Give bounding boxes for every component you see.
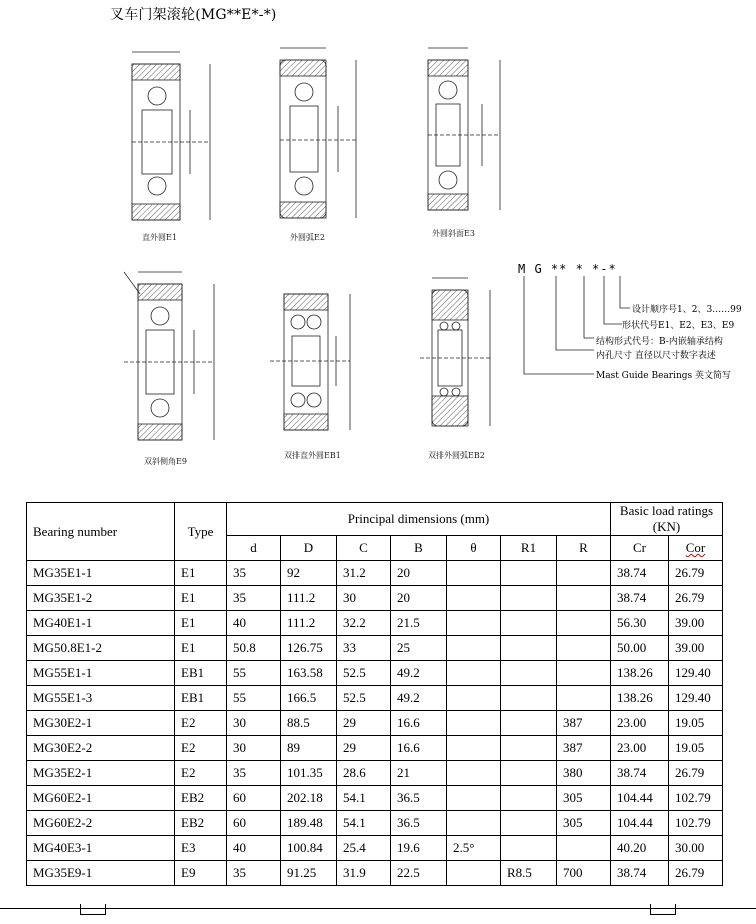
cell-C: 30 <box>337 586 391 611</box>
cell-theta <box>447 611 501 636</box>
cell-R: 305 <box>557 811 611 836</box>
cell-R: 380 <box>557 761 611 786</box>
cell-theta <box>447 786 501 811</box>
cell-Cor: 129.40 <box>669 661 723 686</box>
cell-Cor: 102.79 <box>669 786 723 811</box>
cell-R: 387 <box>557 736 611 761</box>
cell-d: 30 <box>227 736 281 761</box>
table-row <box>27 761 723 786</box>
header-load <box>611 503 723 536</box>
diagram-e1 <box>132 52 210 220</box>
header-Cor <box>669 536 723 561</box>
cell-D: 111.2 <box>281 611 337 636</box>
table-row <box>27 786 723 811</box>
cell-C: 52.5 <box>337 661 391 686</box>
diagram-e9 <box>124 272 214 440</box>
diagram-eb1 <box>270 294 350 430</box>
cell-type: EB2 <box>175 811 227 836</box>
cell-theta <box>447 661 501 686</box>
cell-D: 163.58 <box>281 661 337 686</box>
legend-line: Mast Guide Bearings 英文简写 <box>596 371 732 381</box>
cell-num: MG60E2-1 <box>27 786 175 811</box>
cell-type: EB2 <box>175 786 227 811</box>
cell-C: 29 <box>337 711 391 736</box>
header-Cr: Cr <box>611 536 669 561</box>
cell-R1 <box>501 836 557 861</box>
diagram-e2 <box>280 48 356 218</box>
cell-num: MG35E1-2 <box>27 586 175 611</box>
header-type: Type <box>175 503 227 561</box>
cell-num: MG50.8E1-2 <box>27 636 175 661</box>
cell-R1 <box>501 711 557 736</box>
cell-R1 <box>501 736 557 761</box>
cell-R <box>557 636 611 661</box>
cell-B: 25 <box>391 636 447 661</box>
header-C: C <box>337 536 391 561</box>
cell-Cor: 26.79 <box>669 561 723 586</box>
cell-C: 33 <box>337 636 391 661</box>
cell-B: 49.2 <box>391 661 447 686</box>
cell-theta <box>447 686 501 711</box>
cell-Cr: 38.74 <box>611 561 669 586</box>
cell-R1 <box>501 611 557 636</box>
cell-R1 <box>501 786 557 811</box>
cell-Cor: 19.05 <box>669 711 723 736</box>
cell-Cor: 26.79 <box>669 586 723 611</box>
cell-R1 <box>501 686 557 711</box>
caption-eb2: 双排外圆弧EB2 <box>428 451 485 460</box>
cell-Cr: 23.00 <box>611 711 669 736</box>
cell-C: 31.9 <box>337 861 391 886</box>
cell-type: EB1 <box>175 686 227 711</box>
cell-C: 54.1 <box>337 811 391 836</box>
header-bearing-number: Bearing number <box>27 503 175 561</box>
cell-d: 40 <box>227 836 281 861</box>
cell-type: E1 <box>175 611 227 636</box>
header-R: R <box>557 536 611 561</box>
cell-Cr: 38.74 <box>611 861 669 886</box>
cell-d: 35 <box>227 561 281 586</box>
cell-Cor: 26.79 <box>669 861 723 886</box>
cell-type: E2 <box>175 761 227 786</box>
cell-num: MG30E2-1 <box>27 711 175 736</box>
table-row <box>27 636 723 661</box>
cell-d: 60 <box>227 811 281 836</box>
cell-R1 <box>501 811 557 836</box>
cell-d: 30 <box>227 711 281 736</box>
cell-Cr: 104.44 <box>611 811 669 836</box>
legend-line: 内孔尺寸 直径以尺寸数字表述 <box>596 351 716 361</box>
cell-theta: 2.5° <box>447 836 501 861</box>
cell-num: MG35E9-1 <box>27 861 175 886</box>
cell-d: 40 <box>227 611 281 636</box>
cell-Cr: 23.00 <box>611 736 669 761</box>
page-bottom-rule <box>0 908 756 909</box>
cell-Cor: 26.79 <box>669 761 723 786</box>
cell-Cr: 138.26 <box>611 661 669 686</box>
cell-R: 305 <box>557 786 611 811</box>
cell-type: E1 <box>175 636 227 661</box>
cell-d: 35 <box>227 861 281 886</box>
table-row <box>27 661 723 686</box>
page-title: 叉车门架滚轮(MG**E*-*) <box>110 7 277 23</box>
cell-C: 32.2 <box>337 611 391 636</box>
header-Cor-text: Cor <box>685 540 706 555</box>
cell-R1 <box>501 761 557 786</box>
cell-num: MG55E1-3 <box>27 686 175 711</box>
cell-B: 49.2 <box>391 686 447 711</box>
cell-R <box>557 686 611 711</box>
cell-theta <box>447 761 501 786</box>
table-row <box>27 611 723 636</box>
table-body <box>27 561 723 886</box>
cell-C: 29 <box>337 736 391 761</box>
cell-Cor: 102.79 <box>669 811 723 836</box>
cell-Cor: 39.00 <box>669 636 723 661</box>
cell-Cr: 50.00 <box>611 636 669 661</box>
cell-D: 101.35 <box>281 761 337 786</box>
cell-type: E3 <box>175 836 227 861</box>
table-row <box>27 861 723 886</box>
cell-R1 <box>501 661 557 686</box>
cell-B: 21 <box>391 761 447 786</box>
cell-theta <box>447 586 501 611</box>
cell-theta <box>447 561 501 586</box>
cell-D: 91.25 <box>281 861 337 886</box>
table-row <box>27 736 723 761</box>
cell-type: E2 <box>175 736 227 761</box>
cell-Cor: 39.00 <box>669 611 723 636</box>
cell-R <box>557 836 611 861</box>
cell-R1 <box>501 636 557 661</box>
cell-B: 36.5 <box>391 786 447 811</box>
table-row <box>27 711 723 736</box>
cell-d: 35 <box>227 586 281 611</box>
cell-C: 31.2 <box>337 561 391 586</box>
cell-B: 16.6 <box>391 711 447 736</box>
cell-theta <box>447 861 501 886</box>
table-row <box>27 811 723 836</box>
cell-D: 111.2 <box>281 586 337 611</box>
cell-R1: R8.5 <box>501 861 557 886</box>
cell-C: 52.5 <box>337 686 391 711</box>
cell-Cor: 129.40 <box>669 686 723 711</box>
cell-d: 55 <box>227 661 281 686</box>
cell-R: 700 <box>557 861 611 886</box>
cell-theta <box>447 636 501 661</box>
header-theta: θ <box>447 536 501 561</box>
cell-D: 166.5 <box>281 686 337 711</box>
cell-D: 89 <box>281 736 337 761</box>
header-B: B <box>391 536 447 561</box>
cell-R <box>557 611 611 636</box>
cell-R1 <box>501 586 557 611</box>
legend-code: M G ** * *-* <box>518 262 617 276</box>
cell-num: MG55E1-1 <box>27 661 175 686</box>
cell-C: 25.4 <box>337 836 391 861</box>
cell-C: 28.6 <box>337 761 391 786</box>
cell-type: E1 <box>175 561 227 586</box>
cell-d: 50.8 <box>227 636 281 661</box>
header-D: D <box>281 536 337 561</box>
table-row <box>27 836 723 861</box>
caption-e9: 双斜侧角E9 <box>144 457 187 466</box>
cell-theta <box>447 811 501 836</box>
cell-D: 100.84 <box>281 836 337 861</box>
cell-d: 55 <box>227 686 281 711</box>
page-bottom-mark-right <box>650 904 676 915</box>
header-load-line1: Basic load ratings <box>619 503 714 518</box>
cell-num: MG40E1-1 <box>27 611 175 636</box>
diagram-eb2 <box>420 278 490 426</box>
header-row <box>27 503 723 536</box>
cell-Cr: 56.30 <box>611 611 669 636</box>
header-R1: R1 <box>501 536 557 561</box>
cell-R <box>557 586 611 611</box>
cell-R1 <box>501 561 557 586</box>
cell-Cr: 38.74 <box>611 761 669 786</box>
cell-type: E2 <box>175 711 227 736</box>
cell-num: MG35E1-1 <box>27 561 175 586</box>
cell-num: MG60E2-2 <box>27 811 175 836</box>
legend-line: 形状代号E1、E2、E3、E9 <box>622 321 735 331</box>
header-load-line2: (KN) <box>652 519 681 534</box>
cell-B: 21.5 <box>391 611 447 636</box>
cell-R <box>557 661 611 686</box>
cell-D: 189.48 <box>281 811 337 836</box>
cell-Cor: 30.00 <box>669 836 723 861</box>
cell-theta <box>447 711 501 736</box>
cell-num: MG40E3-1 <box>27 836 175 861</box>
cell-D: 126.75 <box>281 636 337 661</box>
caption-e2: 外圆弧E2 <box>290 233 325 242</box>
cell-B: 20 <box>391 586 447 611</box>
spec-table <box>26 502 723 886</box>
caption-eb1: 双排直外圆EB1 <box>284 451 341 460</box>
cell-type: E9 <box>175 861 227 886</box>
cell-C: 54.1 <box>337 786 391 811</box>
header-d: d <box>227 536 281 561</box>
cell-B: 22.5 <box>391 861 447 886</box>
caption-e3: 外圆斜面E3 <box>432 229 475 238</box>
cell-D: 88.5 <box>281 711 337 736</box>
cell-B: 36.5 <box>391 811 447 836</box>
cell-d: 60 <box>227 786 281 811</box>
cell-num: MG30E2-2 <box>27 736 175 761</box>
cell-R: 387 <box>557 711 611 736</box>
cell-Cor: 19.05 <box>669 736 723 761</box>
cell-Cr: 40.20 <box>611 836 669 861</box>
cell-Cr: 138.26 <box>611 686 669 711</box>
cell-D: 202.18 <box>281 786 337 811</box>
code-legend <box>518 262 756 392</box>
page-bottom-mark-left <box>80 904 106 915</box>
cell-B: 19.6 <box>391 836 447 861</box>
table-row <box>27 686 723 711</box>
cell-B: 16.6 <box>391 736 447 761</box>
cell-B: 20 <box>391 561 447 586</box>
caption-e1: 直外圆E1 <box>142 233 177 242</box>
cell-R <box>557 561 611 586</box>
cell-type: EB1 <box>175 661 227 686</box>
cell-Cr: 38.74 <box>611 586 669 611</box>
diagram-e3 <box>428 48 500 210</box>
legend-line: 设计顺序号1、2、3……99 <box>632 305 742 315</box>
legend-line: 结构形式代号：B-内嵌轴承结构 <box>596 337 723 347</box>
table-row <box>27 561 723 586</box>
cell-D: 92 <box>281 561 337 586</box>
cell-num: MG35E2-1 <box>27 761 175 786</box>
cell-Cr: 104.44 <box>611 786 669 811</box>
cell-type: E1 <box>175 586 227 611</box>
cell-d: 35 <box>227 761 281 786</box>
table-row <box>27 586 723 611</box>
cell-theta <box>447 736 501 761</box>
header-principal: Principal dimensions (mm) <box>227 503 611 536</box>
